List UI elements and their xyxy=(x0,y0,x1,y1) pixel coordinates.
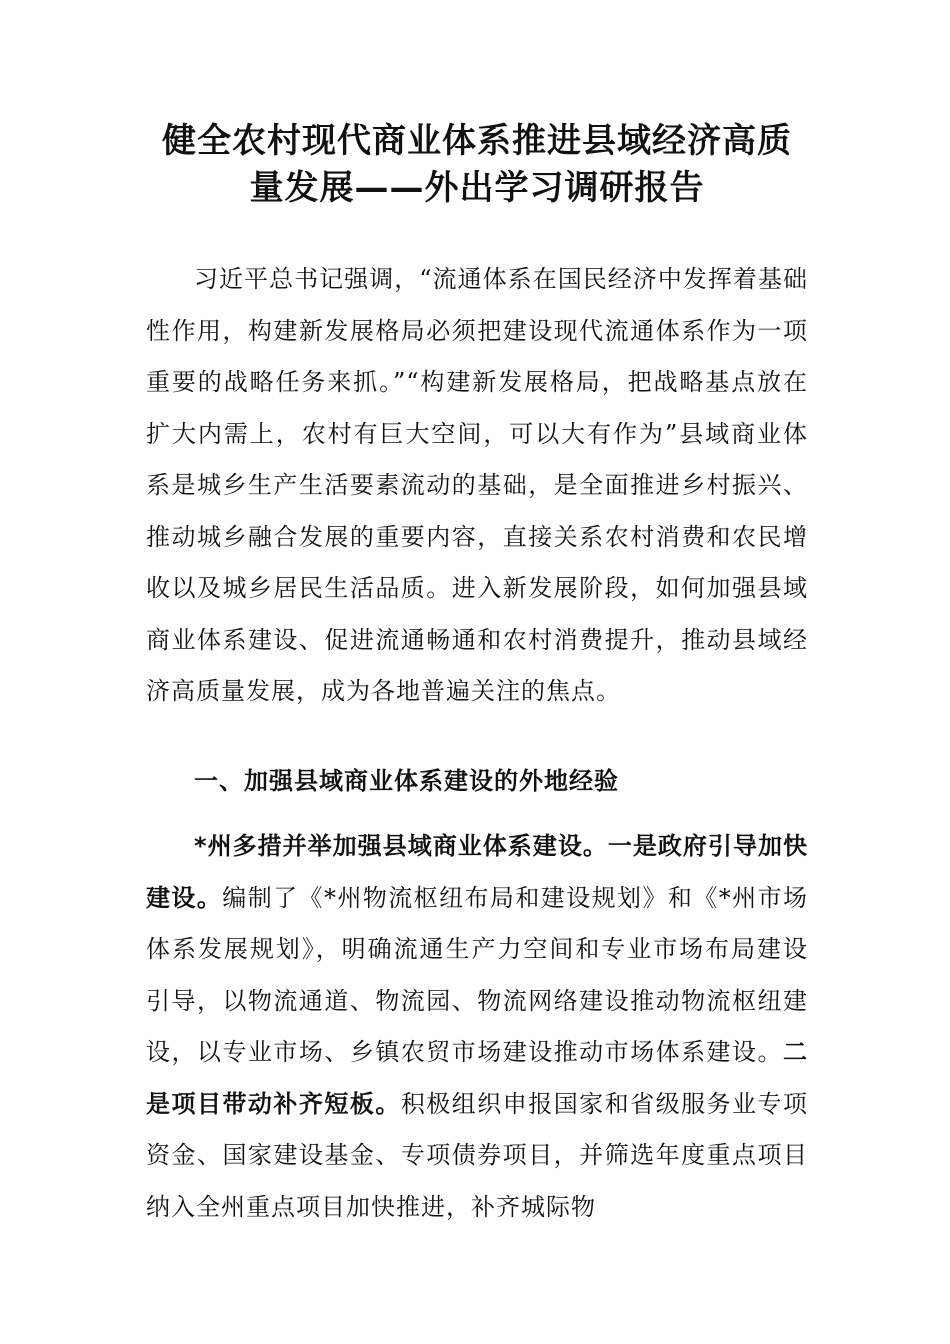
section-paragraph xyxy=(146,821,808,1233)
lead-bold-text: *州多措并举加强县域商业体系建设。一是政府引导加快建设。 xyxy=(146,832,808,912)
title-line-2: 量发展——外出学习调研报告 xyxy=(249,168,705,208)
title-line-1: 健全农村现代商业体系推进县域经济高质 xyxy=(162,121,792,161)
paragraph-text-2: 积极组织申报国家和省级服务业专项资金、国家建设基金、专项债券项目，并筛选年度重点项目纳入全州重点项目加快推进，补齐城际物 xyxy=(146,1089,809,1221)
intro-paragraph: 习近平总书记强调，“流通体系在国民经济中发挥着基础性作用，构建新发展格局必须把建设现代流通体系作为一项重要的战略任务来抓。”“构建新发展格局，把战略基点放在扩大内需上，农村有巨大空间，可以大有作为”县域商业体系是城乡生产生活要素流动的基础，是全面推进乡村振兴、推动城乡融合发展的重要内容，直接关系农村消费和农民增收以及城乡居民生活品质。进入新发展阶段，如何加强县域商业体系建设、促进流通畅通和农村消费提升，推动县域经济高质量发展，成为各地普遍关注的焦点。 xyxy=(146,265,808,705)
paragraph-text-1: 编制了《*州物流枢纽布局和建设规划》和《*州市场体系发展规划》，明确流通生产力空间和专业市场布局建设引导，以物流通道、物流园、物流网络建设推动物流枢纽建设，以专业市场、乡镇农贸市场建设推动市场体系建设。 xyxy=(146,883,809,1066)
page-title xyxy=(146,118,808,212)
point-two-bold-text: 二是项目带动补齐短板。 xyxy=(146,1038,808,1118)
section-heading: 一、加强县域商业体系建设的外地经验 xyxy=(194,766,619,795)
